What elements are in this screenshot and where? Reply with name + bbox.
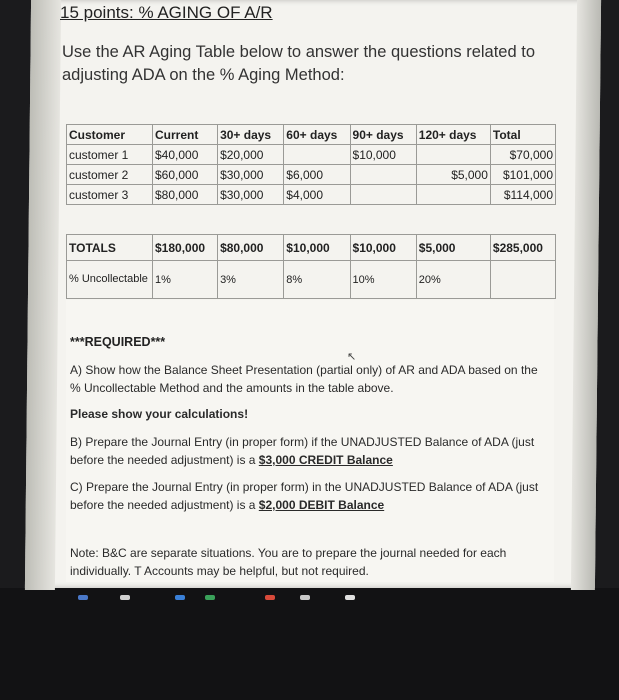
table-cell: $6,000 (284, 165, 350, 185)
pct-cell: 20% (416, 261, 490, 299)
table-row (67, 145, 556, 165)
header-cell: Customer (67, 125, 153, 145)
header-cell: 30+ days (218, 125, 284, 145)
totals-row (67, 235, 556, 261)
totals-cell: $10,000 (284, 235, 350, 261)
page-edge-left (25, 0, 61, 590)
table-cell: $101,000 (490, 165, 555, 185)
required-heading: ***REQUIRED*** (70, 335, 166, 349)
table-spacer-row (67, 205, 556, 235)
question-b-text: B) Prepare the Journal Entry (in proper form) if the UNADJUSTED Balance of ADA (just before the needed adjustment) is a (70, 435, 535, 467)
totals-cell: $80,000 (218, 235, 284, 261)
taskbar-icon-5[interactable] (265, 595, 275, 600)
question-b-amount: $3,000 CREDIT Balance (258, 453, 393, 467)
table-row (67, 185, 556, 205)
page-edge-right (571, 0, 601, 590)
table-cell: $40,000 (153, 145, 218, 165)
totals-cell: $5,000 (416, 235, 490, 261)
table-cell: $20,000 (218, 145, 284, 165)
pct-cell: 1% (153, 261, 218, 299)
ar-aging-table (66, 124, 556, 299)
mouse-cursor-icon: ↖ (347, 351, 357, 363)
totals-cell: $10,000 (350, 235, 416, 261)
table-cell: $80,000 (153, 185, 218, 205)
pct-cell: 8% (284, 261, 350, 299)
table-cell: customer 2 (67, 165, 153, 185)
header-cell: 90+ days (350, 125, 416, 145)
table-header-row (67, 125, 556, 145)
table-cell: $30,000 (218, 165, 284, 185)
intro-text: Use the AR Aging Table below to answer the questions related to adjusting ADA on the % Aging Method: (62, 43, 535, 84)
table-cell: $30,000 (218, 185, 284, 205)
pct-cell: 10% (350, 261, 416, 299)
table-cell: $70,000 (490, 145, 555, 165)
page-title: 15 points: % AGING OF A/R (60, 3, 273, 22)
header-cell: Total (490, 125, 555, 145)
table-cell (350, 165, 416, 185)
taskbar-icon-7[interactable] (345, 595, 355, 600)
table-cell: customer 3 (67, 185, 153, 205)
taskbar-icon-3[interactable] (175, 595, 185, 600)
show-calculations-note: Please show your calculations! (70, 407, 249, 421)
pct-cell (490, 261, 555, 299)
header-cell: Current (153, 125, 218, 145)
table-cell (416, 145, 490, 165)
taskbar-icon-6[interactable] (300, 595, 310, 600)
table-cell: customer 1 (67, 145, 153, 165)
question-c-text: C) Prepare the Journal Entry (in proper form) in the UNADJUSTED Balance of ADA (just before the needed adjustment) is a (70, 480, 539, 512)
pct-cell: 3% (218, 261, 284, 299)
question-c (70, 478, 550, 514)
table-cell: $5,000 (416, 165, 490, 185)
table-row (67, 165, 556, 185)
uncollectable-pct-row (67, 261, 556, 299)
table-cell (416, 185, 490, 205)
table-cell (284, 145, 350, 165)
pct-label-cell: % Uncollectable (67, 261, 153, 299)
desktop-taskbar (0, 588, 619, 700)
header-cell: 120+ days (416, 125, 490, 145)
table-cell: $4,000 (284, 185, 350, 205)
note-text: Note: B&C are separate situations. You are to prepare the journal needed for each individually. T Accounts may be helpful, but not required. (70, 546, 507, 578)
table-cell (350, 185, 416, 205)
totals-cell: $180,000 (153, 235, 218, 261)
totals-cell: TOTALS (67, 235, 153, 261)
taskbar-icon-4[interactable] (205, 595, 215, 600)
question-c-amount: $2,000 DEBIT Balance (258, 498, 385, 512)
table-cell: $10,000 (350, 145, 416, 165)
question-a: A) Show how the Balance Sheet Presentation (partial only) of AR and ADA based on the % Uncollectable Method and the amounts in the table above. (70, 363, 538, 395)
totals-cell: $285,000 (490, 235, 555, 261)
table-cell: $60,000 (153, 165, 218, 185)
question-b (70, 433, 550, 469)
taskbar-icon-2[interactable] (120, 595, 130, 600)
taskbar-icon-1[interactable] (78, 595, 88, 600)
table-cell: $114,000 (490, 185, 555, 205)
header-cell: 60+ days (284, 125, 350, 145)
